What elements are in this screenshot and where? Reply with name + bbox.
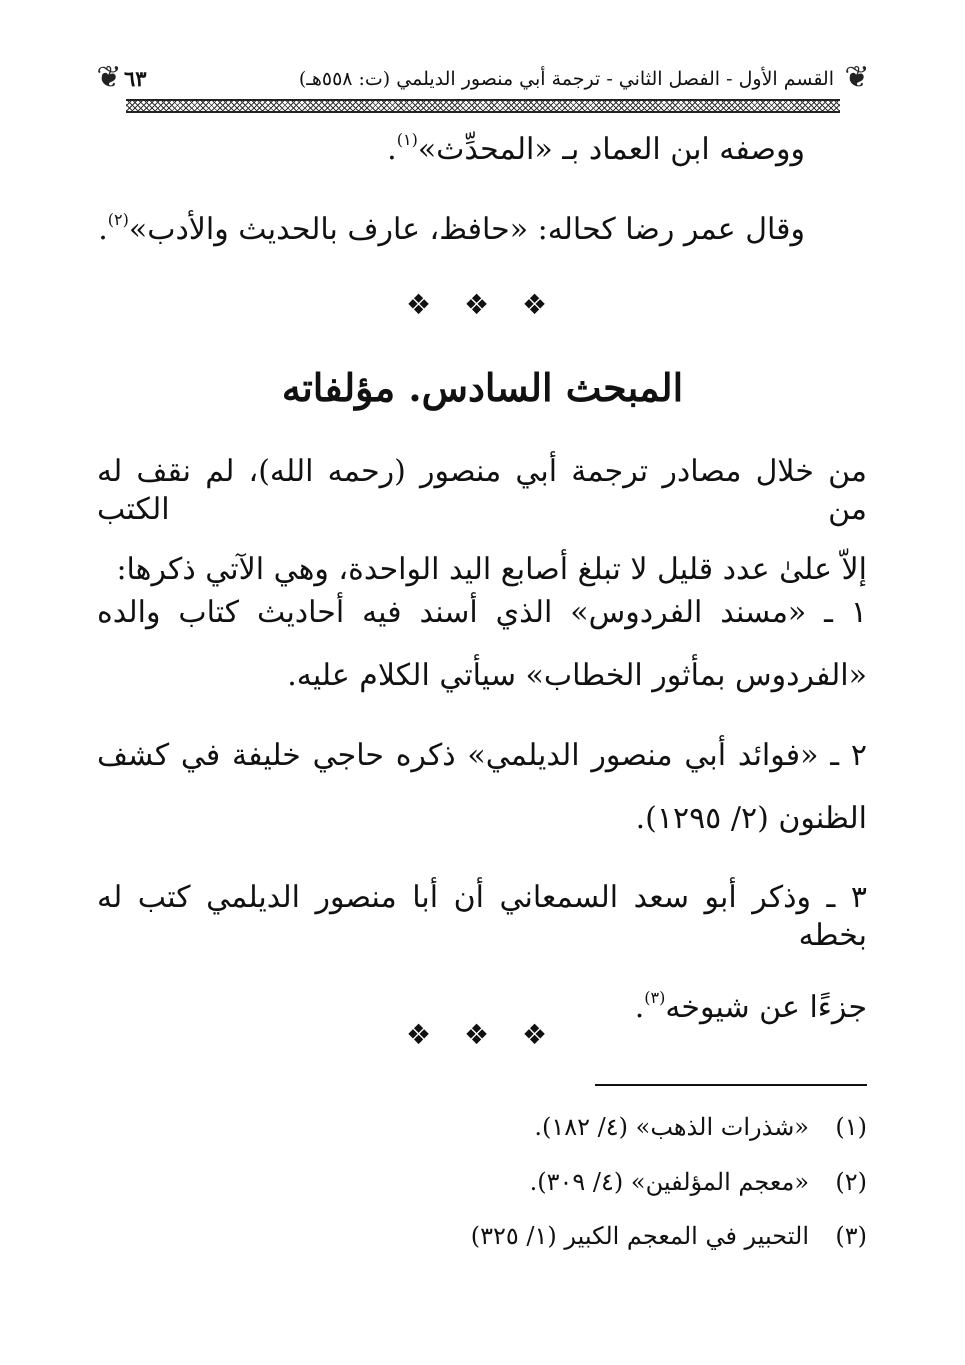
section-separator: ❖ ❖ ❖: [405, 1018, 560, 1051]
footnote-ref: (٢): [107, 210, 129, 229]
punctuation: .: [98, 212, 108, 247]
paragraph-line: من خلال مصادر ترجمة أبي منصور (رحمه الله)، لم نقف له من الكتب: [97, 454, 867, 527]
list-item: [97, 737, 867, 838]
header-rule: [126, 99, 840, 113]
section-heading: المبحث السادس. مؤلفاته: [281, 365, 684, 410]
floral-ornament-icon: ❦: [844, 60, 870, 95]
footnote-ref: (٣): [644, 988, 666, 1007]
footnote: [530, 1168, 867, 1196]
footnote-text: «شذرات الذهب» (٤/ ١٨٢).: [534, 1113, 809, 1141]
footnote-ref: (١): [396, 130, 418, 149]
paragraph-line: ٣ ـ وذكر أبو سعد السمعاني أن أبا منصور الديلمي كتب له بخطه: [97, 880, 867, 953]
page-number: ٦٣: [124, 66, 147, 91]
punctuation: .: [634, 990, 645, 1025]
item-text: جزءًا عن شيوخه: [665, 990, 867, 1025]
footnote-number: (٢): [835, 1168, 867, 1196]
list-item: [97, 594, 867, 695]
list-item: [97, 879, 867, 1027]
section-separator: ❖ ❖ ❖: [405, 288, 560, 321]
paragraph-line: ١ ـ «مسند الفردوس» الذي أسند فيه أحاديث كتاب والده: [97, 595, 867, 630]
quote-text: ووصفه ابن العماد بـ «المحدِّث»: [417, 132, 805, 167]
footnote-number: (١): [835, 1113, 867, 1141]
footnote-divider: [595, 1084, 867, 1086]
paragraph-line: ٢ ـ «فوائد أبي منصور الديلمي» ذكره حاجي خليفة في كشف: [97, 738, 867, 773]
punctuation: .: [387, 132, 397, 167]
floral-ornament-icon: ❦: [96, 60, 122, 95]
footnote: [471, 1222, 867, 1250]
footnote-number: (٣): [835, 1222, 867, 1250]
footnote: [534, 1113, 867, 1141]
paragraph-line: إلاّ علىٰ عدد قليل لا تبلغ أصابع اليد الواحدة، وهي الآتي ذكرها:: [116, 552, 867, 587]
running-header: [92, 52, 874, 112]
paragraph-line: الظنون (٢/ ١٢٩٥).: [635, 801, 867, 836]
footnote-text: «معجم المؤلفين» (٤/ ٣٠٩).: [529, 1168, 809, 1196]
text-line: [98, 210, 805, 247]
text-line: [387, 130, 805, 167]
paragraph-line: «الفردوس بمأثور الخطاب» سيأتي الكلام عليه.: [287, 658, 867, 693]
quote-text: وقال عمر رضا كحاله: «حافظ، عارف بالحديث والأدب»: [128, 212, 805, 247]
paragraph: [97, 453, 867, 589]
footnote-text: التحبير في المعجم الكبير (١/ ٣٢٥): [470, 1222, 809, 1250]
header-title: القسم الأول - الفصل الثاني - ترجمة أبي منصور الديلمي (ت: ٥٥٨هـ): [298, 68, 834, 90]
